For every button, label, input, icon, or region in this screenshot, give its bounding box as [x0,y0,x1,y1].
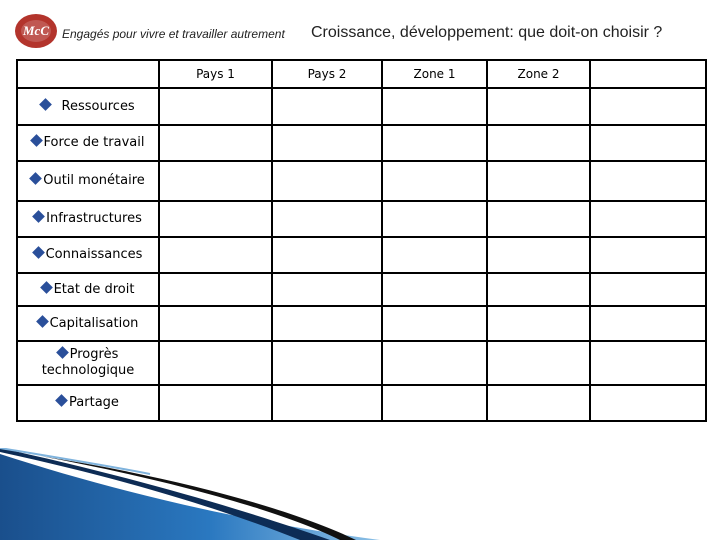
table-cell[interactable] [272,273,382,306]
header-cell-empty [17,60,159,88]
row-label-cell [17,237,159,273]
table-cell[interactable] [159,385,272,421]
table-cell[interactable] [382,237,487,273]
table-cell[interactable] [590,237,706,273]
table-row [17,125,706,161]
diamond-bullet-icon [56,346,69,359]
table-cell[interactable] [272,306,382,341]
table-row [17,88,706,125]
row-label: Outil monétaire [43,173,145,188]
diamond-bullet-icon [32,246,45,259]
table-cell[interactable] [487,341,590,385]
diamond-bullet-icon [36,315,49,328]
table-cell[interactable] [590,273,706,306]
table-cell[interactable] [590,88,706,125]
row-label-cell [17,341,159,385]
row-label-cell [17,125,159,161]
row-label-cell [17,306,159,341]
table-row [17,341,706,385]
row-label: Connaissances [45,247,143,262]
table-cell[interactable] [382,201,487,237]
table-cell[interactable] [590,201,706,237]
table-cell[interactable] [590,341,706,385]
row-label: Etat de droit [53,281,135,297]
table-cell[interactable] [590,385,706,421]
table-cell[interactable] [272,341,382,385]
table-cell[interactable] [382,125,487,161]
table-cell[interactable] [487,306,590,341]
table-header-row [17,60,706,88]
table-cell[interactable] [590,306,706,341]
table-cell[interactable] [272,161,382,201]
diamond-bullet-icon [40,281,53,294]
table-cell[interactable] [272,385,382,421]
table-cell[interactable] [487,273,590,306]
table-row [17,201,706,237]
header-cell-pays-2: Pays 2 [272,60,382,88]
table-cell[interactable] [487,88,590,125]
row-label-cell [17,385,159,421]
table-cell[interactable] [159,125,272,161]
diamond-bullet-icon [39,98,52,111]
row-label: Force de travail [43,135,145,150]
table-cell[interactable] [487,125,590,161]
page-title: Croissance, développement: que doit-on choisir ? [311,24,663,41]
header-cell-zone-2: Zone 2 [487,60,590,88]
table-cell[interactable] [487,161,590,201]
row-label: Partage [69,395,119,410]
table-cell[interactable] [382,273,487,306]
row-label: Ressources [61,98,135,114]
table-row [17,385,706,421]
table-cell[interactable] [272,88,382,125]
table-cell[interactable] [487,237,590,273]
table-cell[interactable] [159,88,272,125]
row-label-cell [17,201,159,237]
row-label-cell [17,161,159,201]
logo-emblem-icon [14,13,58,49]
row-label: Capitalisation [49,315,139,331]
table-cell[interactable] [382,161,487,201]
header-cell-extra [590,60,706,88]
row-label: Infrastructures [46,211,142,226]
diamond-bullet-icon [30,134,43,147]
table-cell[interactable] [590,125,706,161]
row-label-cell [17,273,159,306]
table-row [17,161,706,201]
table-cell[interactable] [159,306,272,341]
table-cell[interactable] [272,237,382,273]
table-cell[interactable] [382,385,487,421]
table-cell[interactable] [159,161,272,201]
diamond-bullet-icon [32,210,45,223]
table-cell[interactable] [159,201,272,237]
svg-text:McC: McC [23,23,49,38]
table-cell[interactable] [382,306,487,341]
diamond-bullet-icon [29,172,42,185]
table-row [17,237,706,273]
table-cell[interactable] [487,201,590,237]
row-label: Progrès technologique [41,347,135,378]
row-label-cell [17,88,159,125]
comparison-table [16,59,707,422]
table-cell[interactable] [159,273,272,306]
table-row [17,306,706,341]
header-cell-zone-1: Zone 1 [382,60,487,88]
table-cell[interactable] [272,125,382,161]
table-cell[interactable] [272,201,382,237]
table-row [17,273,706,306]
diamond-bullet-icon [55,394,68,407]
table-cell[interactable] [382,341,487,385]
header-cell-pays-1: Pays 1 [159,60,272,88]
table-cell[interactable] [382,88,487,125]
table-cell[interactable] [487,385,590,421]
company-tagline: Engagés pour vivre et travailler autrement [62,27,285,41]
decorative-ribbon [0,448,720,540]
table-cell[interactable] [159,237,272,273]
table-cell[interactable] [590,161,706,201]
table-cell[interactable] [159,341,272,385]
